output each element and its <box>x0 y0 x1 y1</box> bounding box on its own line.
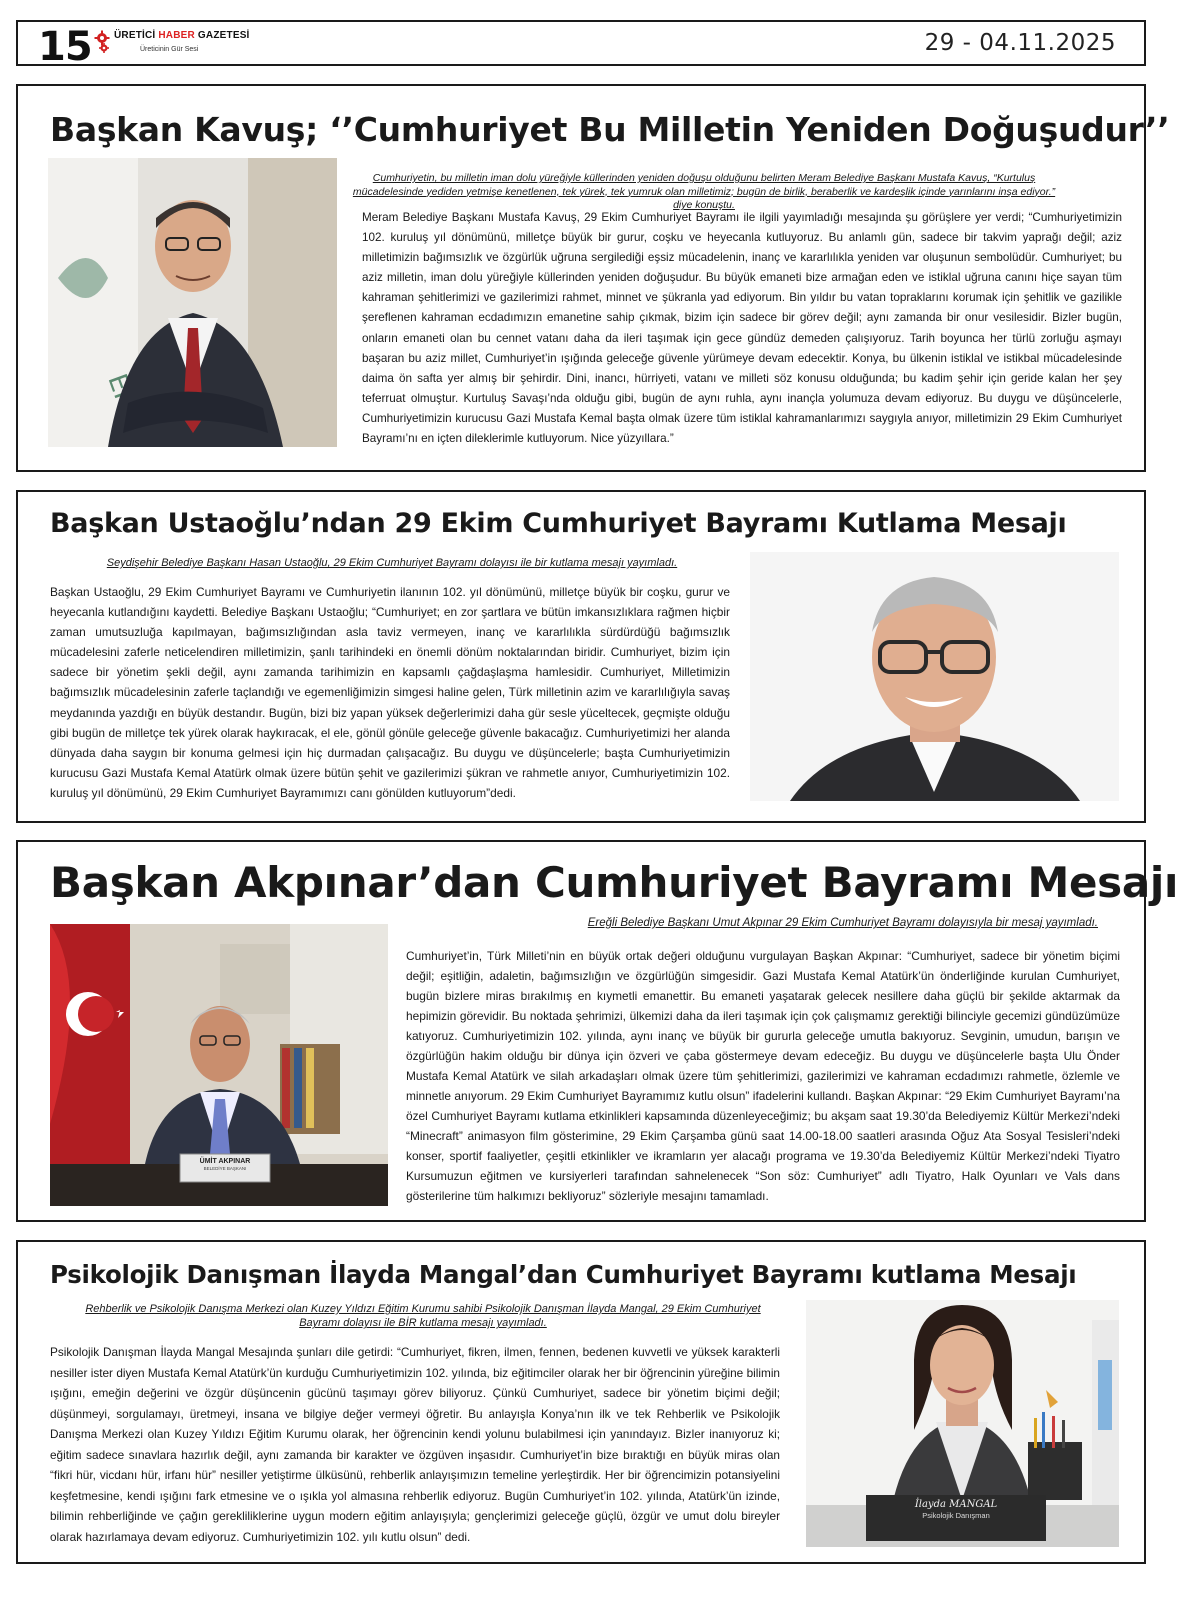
article-akpinar <box>16 840 1179 1222</box>
nameplate-name: ÜMİT AKPINAR <box>199 1158 251 1165</box>
logo-part-2: HABER <box>158 30 195 41</box>
article-lead: Seydişehir Belediye Başkanı Hasan Ustaoğlu, 29 Ekim Cumhuriyet Bayramı dolayısı ile bir kutlama mesajı yayımladı. <box>106 557 678 569</box>
page-header <box>16 20 1146 70</box>
article-headline: Başkan Akpınar’dan Cumhuriyet Bayramı Mesajı <box>50 858 1179 907</box>
logo-part-1: ÜRETİCİ <box>114 30 159 41</box>
newspaper-logo <box>94 28 250 60</box>
office-photo <box>50 924 388 1206</box>
logo-wordmark <box>114 30 250 41</box>
article-headline: Başkan Kavuş; ‘’Cumhuriyet Bu Milletin Yeniden Doğuşudur’’ <box>50 110 1170 149</box>
article-body: Başkan Ustaoğlu, 29 Ekim Cumhuriyet Bayramı ve Cumhuriyetin ilanının 102. yıl dönümünü, milletçe büyük bir coşku, gurur ve heyecanla kutlandığını kaydetti. Belediye Başkanı Ustaoğlu; “Cumhuriyet; en zor şartlara ve bütün imkansızlıklara rağmen hiçbir zaman umutsuzluğa kapılmayan, bağımsızlığından asla taviz vermeyen, inanç ve kararlılıkla sürdürdüğü bağımsızlık mücadelesini zaferle neticelendiren milletimizin, şanlı tarihindeki en önemli dönüm noktalarından biridir. Cumhuriyet, bizim için sadece bir yönetim şekli değil, aynı zamanda tarihimizin en kapsamlı çağdaşlaşma hamlesidir. Cumhuriyet, Milletimizin bağımsızlık mücadelesinin zaferle taçlandığı ve egemenliğimizin simgesi haline gelen, Türk milletinin azim ve kararlılığıyla savaş meydanında yazdığı en büyük destandır. Bugün, bizi biz yapan yüksek değerlerimizi daha gür sesle yüceltecek, geçmişte olduğu gibi bugün de milletçe tek yürek olarak haykıracak, el ele, gönül gönüle geleceğe güvenle bakacağız. Cumhuriyetimizi her alanda dünyada daha saygın bir konuma gelmesi için hiç durmadan çalışacağız. Bu duygu ve düşüncelerle; başta Cumhuriyetimizin kurucusu Gazi Mustafa Kemal Atatürk olmak üzere bütün şehit ve gazilerimizi şükran ve rahmetle anıyor, Cumhuriyetimizin 102. kuruluş yıl dönümünü, 29 Ekim Cumhuriyet Bayramımızı canı gönülden kutluyorum”dedi. <box>50 585 730 800</box>
nameplate-title: BELEDİYE BAŞKANI <box>203 1166 247 1171</box>
article-headline: Başkan Ustaoğlu’ndan 29 Ekim Cumhuriyet Bayramı Kutlama Mesajı <box>50 508 1067 539</box>
article-body: Meram Belediye Başkanı Mustafa Kavuş, 29 Ekim Cumhuriyet Bayramı ile ilgili yayımladığı mesajında şu görüşlere yer verdi; “Cumhuriyetimizin 102. kuruluş yıl dönümünü, milletçe büyük bir gurur, coşku ve heyecanla kutluyoruz. Bu anlamlı gün, sadece bir takvim yaprağı değil; aziz milletimizin bağımsızlık ve özgürlük uğruna sergilediği eşsiz mücadelenin, inanç ve kararlılıkla yeniden var oluşunun sembolüdür. Cumhuriyet; bu aziz milletin, iman dolu yüreğiyle küllerinden yeniden doğuşudur. Bu büyük emaneti bize armağan eden ve istiklal uğruna canını hiçe sayan tüm kahraman şehitlerimizi ve gazilerimizi rahmet, minnet ve şükranla yad ediyorum. Bin yıldır bu vatan topraklarını korumak için şehitlik ve gazilikle şereflenen kahraman ecdadımızın emanetine sahip çıkmak, bizim için sadece bir görev değil; aynı zamanda bir onur vesilesidir. Bizler bugün, onların emaneti olan bu cennet vatanı daha da ileri taşımak için gece gündüz demeden çalışıyoruz. Tarih boyunca her türlü zorluğu aşmayı başaran bu aziz millet, Cumhuriyet’in ışığında geleceğe güvenle yürümeye devam edecektir. Konya, bu ülkenin istiklal ve istikbal mücadelesinde daima ön safta yer almış bir şehirdir. Dini, inancı, hürriyeti, vatanı ve milleti söz konusu olduğunda; bu kadim şehir için geride kalan her şey teferruat olmuştur. Kurtuluş Savaşı’nda olduğu gibi, bugün de aynı ruhla, aynı inançla yolumuza devam ediyoruz. Bu duygu ve düşüncelerle, Cumhuriyetimizin kurucusu Gazi Mustafa Kemal başta olmak üzere tüm istiklal kahramanlarımızı saygıyla anıyor, milletimizin 29 Ekim Cumhuriyet Bayramı’nı en içten dileklerimle kutluyorum. Nice yüzyıllara.” <box>362 211 1122 446</box>
logo-part-3: GAZETESİ <box>194 30 250 41</box>
nameplate <box>866 1499 1046 1520</box>
article-body: Psikolojik Danışman İlayda Mangal Mesajında şunları dile getirdi: “Cumhuriyet, fikren, ilmen, fennen, bedenen kuvvetli ve yüksek karakterli nesiller ister diyen Mustafa Kemal Atatürk’ün kurduğu Cumhuriyetimizin 102. yılında, biz eğitimciler olarak her bir öğrencinin yüreğine bilimin ışığını, emeğin değerini ve özgür düşüncenin gücünü taşımayı görev biliyoruz. Çünkü Cumhuriyet, sadece bir yönetim biçimi değil; düşünmeyi, sorgulamayı, üretmeyi, insana ve bilgiye değer vermeyi öğretir. Bu anlayışla Konya’nın ilk ve tek Rehberlik ve Psikolojik Danışma Merkezi olan Kuzey Yıldızı Eğitim Kurumu olarak, her öğrencinin kendi yolunu bulabilmesi için yanındayız. Bizler inanıyoruz ki; eğitim sadece sınavlara hazırlık değil, aynı zamanda bir karakter ve özgüven inşasıdır. Cumhuriyet’in bize bıraktığı en büyük miras olan “fikri hür, vicdanı hür, irfanı hür” nesiller yetiştirme ülküsünü, rehberlik anlayışımızın temeline yerleştirdik. Her bir öğrencimizin potansiyelini keşfetmesine, kendi ışığını fark etmesine ve o ışıkla yol almasına rehberlik ediyoruz. Bugün Cumhuriyet’in 102. yılında, Atatürk’ün izinde, bilimin rehberliğinde ve çağın gerekliliklerine uygun modern eğitim anlayışıyla; gençlerimizi geleceğe güçlü, özgür ve umut dolu bireyler olarak hazırlamaya devam ediyoruz. Cumhuriyetimizin 102. yılı kutlu olsun” dedi. <box>50 1345 780 1544</box>
nameplate-name: İlayda MANGAL <box>914 1499 998 1510</box>
article-lead: Rehberlik ve Psikolojik Danışma Merkezi olan Kuzey Yıldızı Eğitim Kurumu sahibi Psikolojik Danışman İlayda Mangal, 29 Ekim Cumhuriyet Bayramı dolayısı ile BİR kutlama mesajı yayımladı. <box>85 1303 761 1330</box>
article-headline: Psikolojik Danışman İlayda Mangal’dan Cumhuriyet Bayramı kutlama Mesajı <box>50 1260 1077 1289</box>
gear-icon <box>94 30 112 54</box>
article-lead: Cumhuriyetin, bu milletin iman dolu yüreğiyle küllerinden yeniden doğuşu olduğunu belirten Meram Belediye Başkanı Mustafa Kavuş, “Kurtuluş mücadelesinde yediden yetmişe kenetlenen, tek yürek, tek yumruk olan milletimiz; bugün de birlik, beraberlik ve kardeşlik içinde yarınlarını inşa ediyor.” diye konuştu. <box>352 172 1056 212</box>
article-body: Cumhuriyet’in, Türk Milleti’nin en büyük ortak değeri olduğunu vurgulayan Başkan Akpınar: “Cumhuriyet, sadece bir yönetim biçimi değil; eşitliğin, adaletin, bağımsızlığın ve özgürlüğün simgesidir. Gazi Mustafa Kemal Atatürk’ün önderliğinde kurulan Cumhuriyet, bugün bizlere miras bırakılmış en kıymetli emanettir. Bu emaneti yaşatarak gelecek nesillere daha güçlü bir şekilde aktarmak da hepimizin görevidir. Bu noktada şehrimizi, ülkemizi daha da ileri taşımak için çok çalışmamız gerektiği bilinciyle gecemizi gündüzümüze katıyoruz. Cumhuriyetimizin 102. yılında, aynı inanç ve büyük bir gururla geleceğe umutla bakıyoruz. Sevginin, umudun, barışın ve özgürlüğün hakim olduğu bir dünya için özveri ve çaba göstermeye devam edeceğiz. Bu duygu ve düşüncelerle başta Ulu Önder Mustafa Kemal Atatürk ve silah arkadaşları olmak üzere tüm şehitlerimizi, gazilerimizi ve kahraman ecdadımızı rahmetle, özlemle ve minnetle anıyorum. 29 Ekim Cumhuriyet Bayramımız kutlu olsun” ifadelerini kullandı. Başkan Akpınar: “29 Ekim Cumhuriyet Bayramı’na özel Cumhuriyet Bayramı kutlama etkinlikleri kapsamında düzenleyeceğimiz; bu akşam saat 19.30’da Belediyemiz Kültür Merkezi’ndeki “Minecraft” animasyon film gösterimine, 29 Ekim Çarşamba günü saat 14.00-18.00 saatleri arasında Oğuz Ata Sosyal Tesisleri’ndeki konser, sportif faaliyetler, çeşitli etkinlikler ve ikramların yer alacağı programa ve 19.30’da Belediyemiz Kültür Merkezi’ndeki Tiyatro Kursumuzun eğitmen ve kursiyerleri tarafından sahnelenecek “Son söz: Cumhuriyet” adlı Tiyatro, Halk Oyunları ve Vals dans gösterilerine tüm halkımızı bekliyoruz” sözleriyle mesajını tamamladı. <box>406 949 1120 1203</box>
article-ustaoglu <box>16 490 1146 823</box>
portrait-photo <box>750 552 1119 801</box>
portrait-photo <box>48 158 337 447</box>
logo-slogan: Üreticinin Gür Sesi <box>140 46 199 53</box>
nameplate <box>182 1158 268 1172</box>
article-lead: Ereğli Belediye Başkanı Umut Akpınar 29 Ekim Cumhuriyet Bayramı dolayısıyla bir mesaj yayımladı. <box>587 917 1098 929</box>
article-mangal <box>16 1240 1146 1564</box>
article-kavus <box>16 84 1170 472</box>
portrait-photo <box>806 1300 1119 1547</box>
page-number: 15 <box>38 24 92 70</box>
nameplate-title: Psikolojik Danışman <box>922 1511 990 1520</box>
issue-date: 29 - 04.11.2025 <box>924 30 1116 56</box>
